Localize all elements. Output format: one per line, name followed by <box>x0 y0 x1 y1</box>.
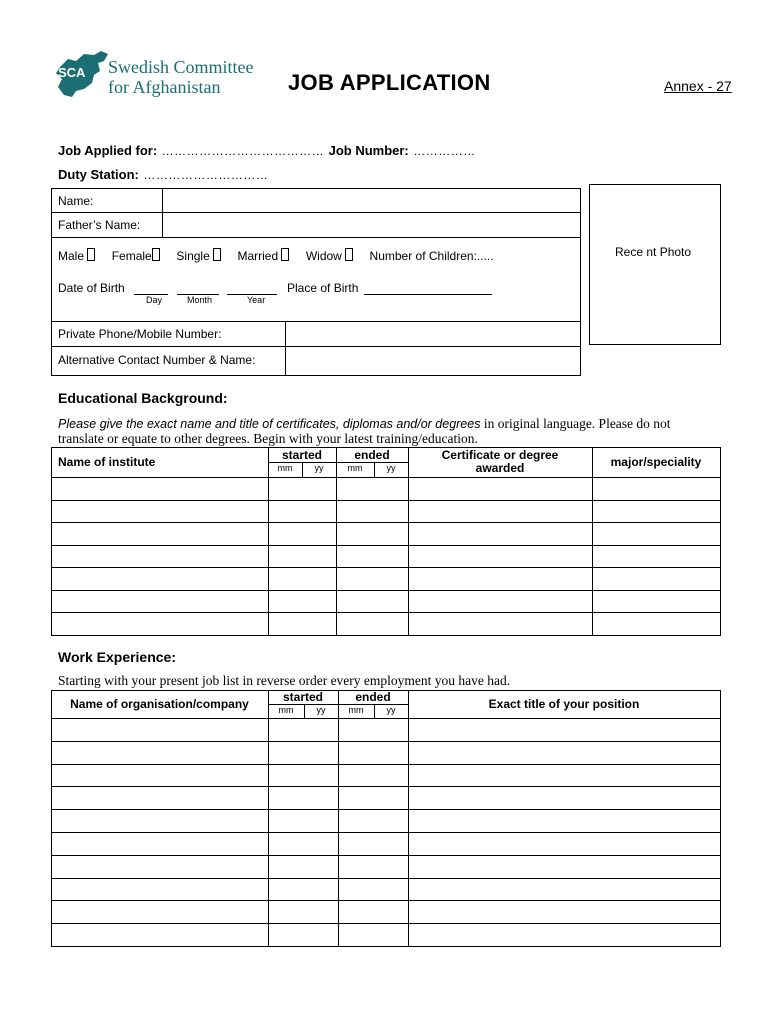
work-ended-yy: yy <box>386 705 396 715</box>
edu-col-certificate-line2: awarded <box>475 461 525 475</box>
job-number-label: Job Number: <box>328 143 409 158</box>
father-name-input[interactable] <box>164 214 578 235</box>
table-row[interactable] <box>51 522 720 545</box>
phone-input[interactable] <box>287 323 579 344</box>
dob-year-caption: Year <box>247 295 266 305</box>
photo-label: Rece nt Photo <box>615 245 692 259</box>
edu-col-certificate-line1: Certificate or degree <box>441 448 559 462</box>
work-started-mm: mm <box>278 705 294 715</box>
job-applied-field[interactable]: ………………………………… <box>161 144 325 158</box>
table-row[interactable] <box>51 809 720 832</box>
education-instruction-line2: translate or equate to other degrees. Begin with your latest training/education. <box>58 431 478 446</box>
table-row[interactable] <box>51 900 720 923</box>
education-instruction-italic: Please give the exact name and title of certificates, diplomas and/or degrees <box>58 417 481 431</box>
job-number-field[interactable]: …………… <box>413 144 476 158</box>
table-row[interactable] <box>51 590 720 613</box>
male-checkbox[interactable] <box>87 248 95 261</box>
logo-abbreviation: SCA <box>58 65 86 80</box>
table-row[interactable] <box>51 741 720 764</box>
male-label: Male <box>58 249 85 263</box>
female-checkbox[interactable] <box>152 248 160 261</box>
org-name-line1: Swedish Committee <box>108 57 254 77</box>
edu-ended-mm: mm <box>347 463 363 473</box>
education-heading: Educational Background: <box>58 390 228 406</box>
married-checkbox[interactable] <box>281 248 289 261</box>
edu-col-ended: ended <box>354 448 390 462</box>
work-instruction: Starting with your present job list in reverse order every employment you have had. <box>58 673 511 688</box>
table-row[interactable] <box>51 500 720 523</box>
dob-day-caption: Day <box>146 295 163 305</box>
work-col-ended: ended <box>355 690 391 704</box>
work-started-yy: yy <box>316 705 326 715</box>
table-row[interactable] <box>51 855 720 878</box>
edu-started-mm: mm <box>277 463 293 473</box>
edu-ended-yy: yy <box>386 463 396 473</box>
document-title: JOB APPLICATION <box>288 70 491 95</box>
table-row[interactable] <box>51 718 720 741</box>
table-row[interactable] <box>51 923 720 946</box>
single-checkbox[interactable] <box>213 248 221 261</box>
duty-station-row <box>58 166 268 184</box>
table-row[interactable] <box>51 764 720 787</box>
alt-contact-label: Alternative Contact Number & Name: <box>58 353 256 367</box>
female-label: Female <box>111 249 152 263</box>
widow-label: Widow <box>305 249 342 263</box>
table-row[interactable] <box>51 477 720 500</box>
place-of-birth-field[interactable] <box>364 294 492 295</box>
edu-started-yy: yy <box>314 463 324 473</box>
job-applied-label: Job Applied for: <box>58 143 158 158</box>
name-input[interactable] <box>164 190 578 211</box>
photo-box[interactable] <box>589 184 721 345</box>
phone-label: Private Phone/Mobile Number: <box>58 327 222 341</box>
table-row[interactable] <box>51 545 720 568</box>
table-row[interactable] <box>51 612 720 635</box>
dob-label: Date of Birth <box>58 281 125 295</box>
annex-label: Annex - 27 <box>664 78 732 94</box>
sca-logo <box>54 49 110 99</box>
work-col-organisation: Name of organisation/company <box>70 697 249 711</box>
edu-col-major: major/speciality <box>610 455 702 469</box>
dob-month-caption: Month <box>187 295 213 305</box>
edu-col-started: started <box>281 448 322 462</box>
org-name-line2: for Afghanistan <box>108 77 221 97</box>
number-of-children-field[interactable]: Number of Children:..... <box>369 249 494 263</box>
edu-col-institute: Name of institute <box>58 455 156 469</box>
single-label: Single <box>176 249 210 263</box>
place-of-birth-label: Place of Birth <box>287 281 359 295</box>
table-row[interactable] <box>51 567 720 590</box>
duty-station-field[interactable]: ………………………… <box>143 168 269 182</box>
duty-station-label: Duty Station: <box>58 167 139 182</box>
job-applied-row <box>58 142 476 160</box>
name-label: Name: <box>58 194 94 208</box>
widow-checkbox[interactable] <box>345 248 353 261</box>
table-row[interactable] <box>51 832 720 855</box>
table-row[interactable] <box>51 786 720 809</box>
work-col-position: Exact title of your position <box>488 697 640 711</box>
table-row[interactable] <box>51 878 720 901</box>
work-col-started: started <box>282 690 323 704</box>
father-name-label: Father’s Name: <box>58 218 141 232</box>
education-instruction-rest: in original language. Please do not <box>480 416 671 431</box>
alt-contact-input[interactable] <box>287 348 579 374</box>
work-heading: Work Experience: <box>58 649 177 665</box>
gender-marital-row <box>58 248 494 263</box>
married-label: Married <box>237 249 279 263</box>
work-ended-mm: mm <box>348 705 364 715</box>
